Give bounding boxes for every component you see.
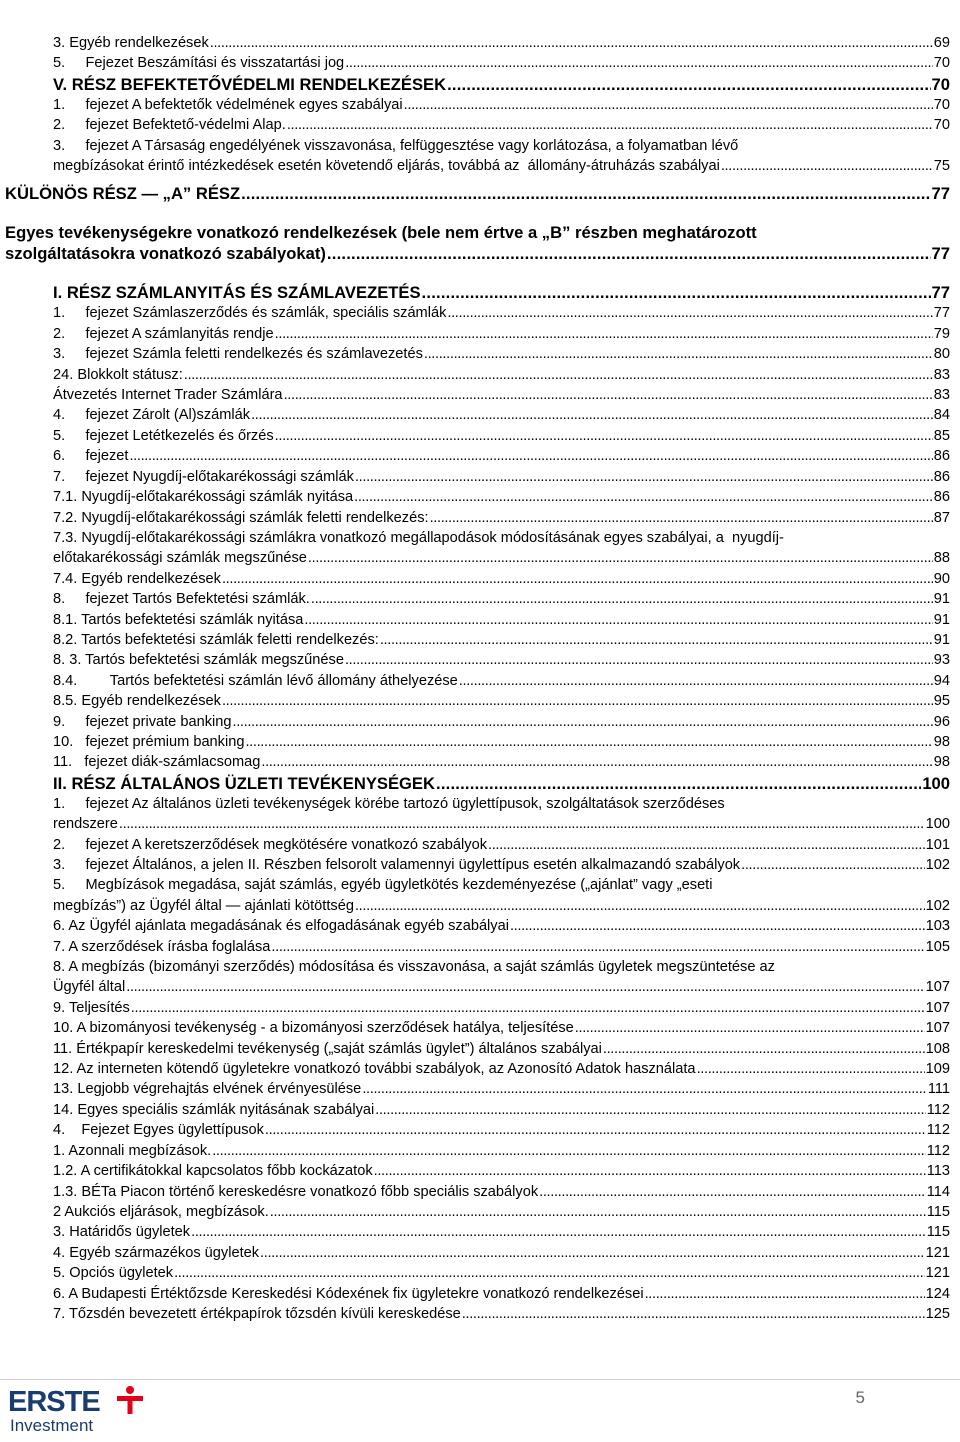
- toc-dot-leader: [245, 732, 932, 752]
- toc-entry-row: [53, 33, 950, 53]
- toc-entry-title: 3. Egyéb rendelkezések: [53, 35, 209, 51]
- toc-entry[interactable]: [53, 589, 950, 609]
- toc-entry-title: 1.2. A certifikátokkal kapcsolatos főbb kockázatok: [53, 1163, 373, 1180]
- toc-entry-title: V. RÉSZ BEFEKTETŐVÉDELMI RENDELKEZÉSEK: [53, 74, 447, 94]
- toc-dot-leader: [287, 115, 933, 135]
- toc-entry[interactable]: [53, 344, 950, 364]
- toc-page-number: 112: [926, 1122, 950, 1139]
- toc-entry-title: 11. Értékpapír kereskedelmi tevékenység („saját számlás ügylet”) általános szabályai: [53, 1040, 602, 1057]
- toc-entry-row: [53, 74, 950, 95]
- logo-subtitle: Investment: [10, 1416, 94, 1435]
- toc-entry-row: [53, 998, 950, 1018]
- toc-dot-leader: [271, 937, 924, 957]
- toc-dot-leader: [327, 243, 931, 264]
- toc-entry-row: [5, 183, 950, 204]
- toc-entry[interactable]: [53, 855, 950, 875]
- erste-investment-logo: [8, 1384, 148, 1440]
- toc-page-number: 70: [933, 117, 950, 134]
- toc-entry[interactable]: [53, 1079, 950, 1099]
- toc-entry-row: [53, 1059, 950, 1079]
- toc-page-number: 108: [925, 1040, 950, 1057]
- toc-entry-row: [53, 896, 950, 916]
- toc-dot-leader: [210, 33, 933, 53]
- toc-dot-leader: [375, 1100, 926, 1120]
- toc-entry-title: 8.2. Tartós befektetési számlák feletti rendelkezés:: [53, 631, 379, 648]
- toc-entry-row: [53, 282, 950, 303]
- toc-dot-leader: [424, 344, 933, 364]
- toc-entry-row: [53, 548, 950, 568]
- toc-entry-title: 10. fejezet prémium banking: [53, 733, 245, 750]
- toc-dot-leader: [697, 1059, 925, 1079]
- toc-page-number: 102: [925, 857, 950, 873]
- toc-dot-leader: [126, 977, 924, 997]
- toc-dot-leader: [212, 1141, 926, 1161]
- toc-dot-leader: [741, 855, 925, 875]
- toc-dot-leader: [459, 671, 933, 691]
- toc-entry-row: [53, 1182, 950, 1202]
- toc-page-number: 101: [925, 836, 950, 853]
- toc-dot-leader: [422, 282, 931, 303]
- toc-entry-title: 9. fejezet private banking: [53, 713, 232, 730]
- toc-page-number: 124: [925, 1285, 950, 1302]
- toc-page-number: 98: [933, 754, 950, 771]
- toc-entry-title: 3. fejezet Számla feletti rendelkezés és számlavezetés: [53, 346, 423, 363]
- toc-entry-title: 8. fejezet Tartós Befektetési számlák.: [53, 591, 310, 608]
- toc-entry-row: [53, 324, 950, 344]
- toc-entry-title: 7.1. Nyugdíj-előtakarékossági számlák nyitása: [53, 489, 354, 506]
- table-of-contents: [5, 33, 950, 1324]
- toc-entry-row: [53, 467, 950, 487]
- toc-page-number: 112: [926, 1101, 950, 1118]
- toc-entry[interactable]: [53, 957, 950, 998]
- toc-entry[interactable]: [53, 426, 950, 446]
- toc-entry[interactable]: [53, 1120, 950, 1140]
- toc-entry[interactable]: [53, 1018, 950, 1038]
- toc-entry-row: [53, 650, 950, 670]
- toc-entry-title: 14. Egyes speciális számlák nyitásának szabályai: [53, 1101, 375, 1118]
- logo-wordmark: ERSTE: [8, 1386, 100, 1418]
- toc-dot-leader: [721, 156, 933, 176]
- toc-entry[interactable]: [53, 74, 950, 95]
- toc-page-number: 77: [933, 305, 950, 322]
- toc-entry-title: 13. Legjobb végrehajtás elvének érvényesülése: [53, 1081, 362, 1098]
- toc-entry-title-line: Egyes tevékenységekre vonatkozó rendelkezések (bele nem értve a „B” részben meghatározott: [5, 223, 757, 243]
- toc-entry-title: 2. fejezet Befektető-védelmi Alap.: [53, 117, 286, 134]
- toc-entry-title: rendszere: [53, 816, 118, 833]
- toc-entry[interactable]: [53, 794, 950, 835]
- toc-dot-leader: [539, 1182, 926, 1202]
- toc-page-number: 87: [933, 509, 950, 526]
- toc-entry[interactable]: [53, 405, 950, 425]
- toc-entry-title: 5. fejezet Letétkezelés és őrzés: [53, 427, 274, 444]
- toc-entry-row: [53, 814, 950, 834]
- toc-entry[interactable]: [53, 1100, 950, 1120]
- toc-entry-row: [53, 1120, 950, 1140]
- toc-dot-leader: [119, 814, 925, 834]
- toc-entry[interactable]: [53, 1059, 950, 1079]
- toc-entry[interactable]: [53, 835, 950, 855]
- toc-entry-row: [53, 1263, 950, 1283]
- toc-entry-row: [53, 610, 950, 630]
- toc-entry-row: [53, 95, 950, 115]
- toc-entry-row: [53, 589, 950, 609]
- toc-page-number: 91: [933, 591, 950, 608]
- toc-entry-title: 6. Az Ügyfél ajánlata megadásának és elfogadásának egyéb szabályai: [53, 918, 509, 935]
- toc-entry-title: Ügyfél által: [53, 979, 126, 996]
- page-number: 5: [855, 1388, 865, 1407]
- toc-entry[interactable]: [53, 136, 950, 177]
- toc-entry-row: [5, 243, 950, 264]
- toc-page-number: 88: [933, 550, 950, 567]
- toc-page-number: 84: [933, 407, 950, 424]
- toc-dot-leader: [304, 610, 932, 630]
- toc-dot-leader: [308, 548, 933, 568]
- toc-entry-title: 8.4. Tartós befektetési számlán lévő állomány áthelyezése: [53, 672, 458, 689]
- toc-page-number: 93: [933, 652, 950, 669]
- toc-entry[interactable]: [53, 937, 950, 957]
- toc-dot-leader: [275, 324, 933, 344]
- toc-entry-row: [53, 835, 950, 855]
- toc-entry[interactable]: [53, 303, 950, 323]
- toc-dot-leader: [265, 1120, 926, 1140]
- toc-entry[interactable]: [53, 1202, 950, 1222]
- toc-page-number: 111: [927, 1081, 950, 1098]
- toc-entry-title: 11. fejezet diák-számlacsomag: [53, 754, 261, 771]
- toc-page-number: 107: [925, 999, 950, 1016]
- toc-entry-row: [53, 1079, 950, 1099]
- toc-page-number: 86: [933, 468, 950, 485]
- toc-dot-leader: [222, 691, 933, 711]
- toc-entry[interactable]: [5, 222, 950, 264]
- toc-entry-row: [53, 365, 950, 385]
- toc-dot-leader: [284, 385, 933, 405]
- toc-entry[interactable]: [53, 671, 950, 691]
- toc-entry[interactable]: [53, 324, 950, 344]
- toc-page-number: 96: [933, 713, 950, 730]
- toc-page-number: 125: [925, 1305, 950, 1322]
- toc-page-number: 114: [926, 1183, 950, 1200]
- toc-entry-row: [53, 385, 950, 405]
- toc-entry[interactable]: [53, 365, 950, 385]
- toc-page-number: 75: [933, 158, 950, 175]
- toc-entry-title: 3. fejezet Általános, a jelen II. Részben felsorolt valamennyi ügylettípus esetén alkalmazandó szabályok: [53, 857, 741, 873]
- toc-dot-leader: [131, 998, 925, 1018]
- toc-dot-leader: [645, 1284, 925, 1304]
- toc-entry-row: [53, 487, 950, 507]
- toc-page-number: 100: [925, 816, 950, 833]
- toc-page-number: 91: [933, 611, 950, 628]
- toc-page-number: 109: [925, 1061, 950, 1078]
- toc-entry-row: [53, 1018, 950, 1038]
- logo-cross-icon: [114, 1384, 146, 1416]
- toc-dot-leader: [362, 1079, 927, 1099]
- toc-entry-row: [53, 426, 950, 446]
- toc-page-number: 70: [931, 74, 950, 94]
- toc-entry[interactable]: [53, 998, 950, 1018]
- toc-entry-row: [53, 569, 950, 589]
- toc-entry[interactable]: [53, 1284, 950, 1304]
- toc-page-number: 77: [931, 184, 950, 204]
- toc-dot-leader: [447, 74, 930, 95]
- toc-entry-row: [53, 53, 950, 73]
- toc-entry[interactable]: [53, 1304, 950, 1324]
- toc-dot-leader: [430, 508, 933, 528]
- toc-dot-leader: [275, 426, 933, 446]
- toc-page-number: 91: [933, 631, 950, 648]
- toc-dot-leader: [345, 53, 933, 73]
- toc-page-number: 70: [933, 55, 950, 72]
- toc-entry-row: [53, 691, 950, 711]
- toc-entry-title: 8.5. Egyéb rendelkezések: [53, 693, 221, 710]
- toc-page-number: 115: [926, 1224, 950, 1241]
- toc-page-number: 83: [933, 366, 950, 383]
- toc-entry-row: [53, 1202, 950, 1222]
- toc-entry-row: [53, 937, 950, 957]
- toc-entry-title: 3. Határidős ügyletek: [53, 1224, 191, 1241]
- toc-entry[interactable]: [53, 630, 950, 650]
- toc-dot-leader: [488, 835, 925, 855]
- toc-entry[interactable]: [53, 385, 950, 405]
- toc-entry-title: 2. fejezet A számlanyitás rendje: [53, 325, 274, 342]
- toc-entry-row: [53, 773, 950, 794]
- toc-page-number: 86: [933, 489, 950, 506]
- toc-page-number: 105: [925, 938, 950, 955]
- toc-entry[interactable]: [53, 446, 950, 466]
- toc-entry-row: [53, 630, 950, 650]
- toc-entry[interactable]: [53, 33, 950, 53]
- toc-entry-title: 7.2. Nyugdíj-előtakarékossági számlák feletti rendelkezés:: [53, 509, 429, 526]
- toc-entry-title: 1. fejezet Számlaszerződés és számlák, speciális számlák: [53, 305, 447, 322]
- toc-entry-title: 2. fejezet A keretszerződések megkötésére vonatkozó szabályok: [53, 836, 487, 853]
- toc-entry[interactable]: [53, 752, 950, 772]
- toc-page-number: 98: [933, 733, 950, 750]
- toc-entry[interactable]: [53, 1222, 950, 1242]
- toc-page-number: 95: [933, 693, 950, 710]
- toc-entry-title: 1.3. BÉTa Piacon történő kereskedésre vonatkozó főbb speciális szabályok: [53, 1183, 539, 1200]
- toc-dot-leader: [232, 712, 932, 732]
- toc-dot-leader: [355, 467, 933, 487]
- toc-entry[interactable]: [53, 115, 950, 135]
- footer-divider: [0, 1379, 960, 1380]
- toc-entry-row: [53, 712, 950, 732]
- toc-dot-leader: [354, 487, 933, 507]
- toc-entry-row: [53, 1304, 950, 1324]
- toc-entry[interactable]: [5, 183, 950, 204]
- toc-dot-leader: [270, 1202, 926, 1222]
- toc-dot-leader: [345, 650, 933, 670]
- toc-dot-leader: [222, 569, 933, 589]
- toc-page-number: 85: [933, 427, 950, 444]
- toc-page-number: 107: [925, 1020, 950, 1037]
- toc-entry-title: KÜLÖNÖS RÉSZ — „A” RÉSZ: [5, 184, 241, 204]
- toc-entry-title: 7. fejezet Nyugdíj-előtakarékossági számlák: [53, 468, 354, 485]
- toc-dot-leader: [575, 1018, 925, 1038]
- toc-page-number: 121: [925, 1244, 950, 1261]
- toc-entry-title: előtakarékossági számlák megszűnése: [53, 550, 307, 567]
- toc-dot-leader: [261, 752, 932, 772]
- toc-entry-title: 7. Tőzsdén bevezetett értékpapírok tőzsdén kívüli kereskedése: [53, 1305, 461, 1322]
- toc-entry[interactable]: [53, 1161, 950, 1181]
- toc-entry[interactable]: [53, 712, 950, 732]
- toc-entry-row: [53, 732, 950, 752]
- toc-entry-row: [53, 405, 950, 425]
- toc-entry-row: [53, 671, 950, 691]
- toc-dot-leader: [191, 1222, 926, 1242]
- toc-entry-title-line: 3. fejezet A Társaság engedélyének visszavonása, felfüggesztése vagy korlátozása, a folyamatban lévő: [53, 137, 739, 154]
- toc-dot-leader: [174, 1263, 925, 1283]
- toc-dot-leader: [241, 183, 930, 204]
- toc-entry-title: 6. fejezet: [53, 448, 129, 465]
- toc-dot-leader: [447, 303, 932, 323]
- toc-entry[interactable]: [53, 1243, 950, 1263]
- toc-entry-title: 7. A szerződések írásba foglalása: [53, 938, 271, 955]
- toc-page-number: 94: [933, 672, 950, 689]
- toc-entry-row: [53, 446, 950, 466]
- toc-entry[interactable]: [53, 1039, 950, 1059]
- toc-page-number: 69: [933, 35, 950, 51]
- toc-page-number: 79: [933, 325, 950, 342]
- toc-dot-leader: [603, 1039, 925, 1059]
- toc-entry[interactable]: [53, 691, 950, 711]
- toc-dot-leader: [129, 446, 932, 466]
- toc-entry-title-line: 7.3. Nyugdíj-előtakarékossági számlákra vonatkozó megállapodások módosításának egyes szabályai, a nyugdíj-: [53, 529, 784, 546]
- toc-entry[interactable]: [53, 569, 950, 589]
- toc-entry-title: szolgáltatásokra vonatkozó szabályokat): [5, 244, 326, 264]
- toc-entry[interactable]: [53, 487, 950, 507]
- toc-entry-title: 7.4. Egyéb rendelkezések: [53, 570, 221, 587]
- toc-dot-leader: [404, 95, 933, 115]
- toc-dot-leader: [462, 1304, 925, 1324]
- toc-entry-row: [53, 752, 950, 772]
- toc-entry-title: 6. A Budapesti Értéktőzsde Kereskedési Kódexének fix ügyletekre vonatkozó rendelkezései: [53, 1285, 644, 1302]
- toc-entry-row: [53, 916, 950, 936]
- toc-entry-title-line: 1. fejezet Az általános üzleti tevékenységek körébe tartozó ügylettípusok, szolgáltatások szerződéses: [53, 795, 725, 812]
- toc-dot-leader: [510, 916, 925, 936]
- toc-page-number: 70: [933, 96, 950, 113]
- toc-entry-title: 4. Fejezet Egyes ügylettípusok: [53, 1122, 264, 1139]
- toc-entry-title: megbízásokat érintő intézkedések esetén követendő eljárás, továbbá az állomány-átruházás szabályai: [53, 158, 720, 175]
- toc-entry-title: 9. Teljesítés: [53, 999, 130, 1016]
- toc-entry[interactable]: [53, 53, 950, 73]
- toc-entry-title: 2 Aukciós eljárások, megbízások.: [53, 1203, 269, 1220]
- toc-page-number: 102: [925, 897, 950, 914]
- toc-entry[interactable]: [53, 875, 950, 916]
- toc-entry-row: [53, 977, 950, 997]
- toc-page-number: 103: [925, 918, 950, 935]
- toc-page-number: 90: [933, 570, 950, 587]
- toc-entry-row: [53, 855, 950, 875]
- toc-entry[interactable]: [53, 773, 950, 794]
- toc-page-number: 121: [925, 1265, 950, 1282]
- toc-entry[interactable]: [53, 650, 950, 670]
- toc-entry-row: [53, 344, 950, 364]
- toc-entry-row: [53, 1161, 950, 1181]
- toc-entry[interactable]: [53, 610, 950, 630]
- toc-entry[interactable]: [53, 508, 950, 528]
- toc-entry[interactable]: [53, 282, 950, 303]
- toc-dot-leader: [380, 630, 933, 650]
- toc-entry-row: [53, 1243, 950, 1263]
- toc-dot-leader: [251, 405, 933, 425]
- toc-entry[interactable]: [53, 1141, 950, 1161]
- toc-entry[interactable]: [53, 1182, 950, 1202]
- toc-entry[interactable]: [53, 1263, 950, 1283]
- toc-entry-title: 8. 3. Tartós befektetési számlák megszűnése: [53, 652, 344, 669]
- toc-entry-title: 4. Egyéb származékos ügyletek: [53, 1244, 260, 1261]
- toc-entry-row: [53, 115, 950, 135]
- toc-entry-title: 1. fejezet A befektetők védelmének egyes szabályai: [53, 96, 403, 113]
- toc-entry-title: megbízás”) az Ügyfél által — ajánlati kötöttség: [53, 897, 354, 914]
- toc-dot-leader: [311, 589, 933, 609]
- toc-dot-leader: [436, 773, 921, 794]
- toc-entry-title: II. RÉSZ ÁLTALÁNOS ÜZLETI TEVÉKENYSÉGEK: [53, 773, 435, 793]
- toc-entry-title: 12. Az interneten kötendő ügyletekre vonatkozó további szabályok, az Azonosító Adatok használata: [53, 1061, 696, 1078]
- toc-entry-row: [53, 508, 950, 528]
- toc-page-number: 107: [925, 979, 950, 996]
- toc-entry-title: 10. A bizományosi tevékenység - a bizományosi szerződések hatálya, teljesítése: [53, 1020, 574, 1037]
- toc-entry-title: 1. Azonnali megbízások.: [53, 1142, 212, 1159]
- toc-entry-row: [53, 1141, 950, 1161]
- toc-entry-title: 5. Opciós ügyletek: [53, 1265, 174, 1282]
- toc-entry-title: 4. fejezet Zárolt (Al)számlák: [53, 407, 251, 424]
- toc-dot-leader: [374, 1161, 926, 1181]
- toc-entry-title: 5. Fejezet Beszámítási és visszatartási jog: [53, 55, 345, 72]
- toc-page-number: 86: [933, 448, 950, 465]
- toc-dot-leader: [260, 1243, 925, 1263]
- toc-entry-row: [53, 1039, 950, 1059]
- toc-entry-row: [53, 1100, 950, 1120]
- toc-entry-title: I. RÉSZ SZÁMLANYITÁS ÉS SZÁMLAVEZETÉS: [53, 283, 421, 303]
- toc-entry-title: 24. Blokkolt státusz:: [53, 366, 183, 383]
- toc-entry-title-line: 8. A megbízás (bizományi szerződés) módosítása és visszavonása, a saját számlás ügyletek megszüntetése az: [53, 959, 775, 976]
- toc-entry-row: [53, 1284, 950, 1304]
- toc-page-number: 80: [933, 346, 950, 363]
- toc-page-number: 113: [926, 1163, 950, 1180]
- toc-entry-row: [53, 156, 950, 176]
- toc-page-number: 115: [926, 1203, 950, 1220]
- toc-page-number: 100: [922, 773, 950, 793]
- toc-entry[interactable]: [53, 732, 950, 752]
- toc-entry[interactable]: [53, 528, 950, 569]
- toc-page-number: 77: [931, 283, 950, 303]
- toc-entry-title: 8.1. Tartós befektetési számlák nyitása: [53, 611, 304, 628]
- toc-entry[interactable]: [53, 95, 950, 115]
- toc-entry-title: Átvezetés Internet Trader Számlára: [53, 387, 283, 404]
- toc-page-number: 112: [926, 1142, 950, 1159]
- toc-entry-row: [53, 1222, 950, 1242]
- toc-page-number: 83: [933, 387, 950, 404]
- toc-entry-row: [53, 303, 950, 323]
- toc-entry[interactable]: [53, 916, 950, 936]
- toc-dot-leader: [184, 365, 933, 385]
- toc-entry-title-line: 5. Megbízások megadása, saját számlás, egyéb ügyletkötés kezdeményezése („ajánlat” vagy „eseti: [53, 877, 713, 894]
- toc-dot-leader: [355, 896, 925, 916]
- toc-entry[interactable]: [53, 467, 950, 487]
- toc-page-number: 77: [931, 244, 950, 264]
